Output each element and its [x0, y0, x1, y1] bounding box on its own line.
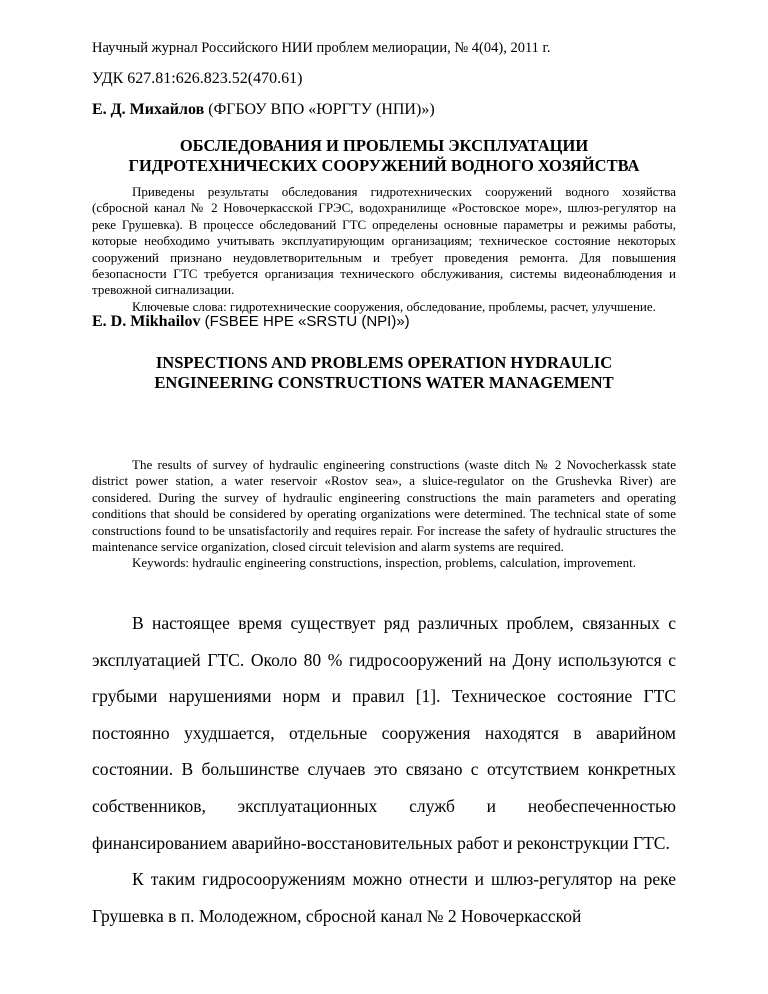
abstract-ru-text: Приведены результаты обследования гидротехнических сооружений водного хозяйства (сбросной канал № 2 Новочеркасской ГРЭС, водохранилище «Ростовское море», шлюз-регулятор на реке Грушевка). В процессе обследований ГТС определены основные параметры и режимы работы, которые необходимо учитывать эксплуатирующим организациям; техническое состояние некоторых сооружений признано неудовлетворительным и требует проведения ремонта. Для повышения безопасности ГТС требуется организация технического обслуживания, системы видеонаблюдения и тревожной сигнализации. — [92, 184, 676, 298]
title-ru-line-1: ОБСЛЕДОВАНИЯ И ПРОБЛЕМЫ ЭКСПЛУАТАЦИИ — [179, 136, 589, 155]
abstract-en-text: The results of survey of hydraulic engineering constructions (waste ditch № 2 Novocherkassk state district power station, a water reservoir «Rostov sea», a sluice-regulator on the Grushevka River) are considered. During the survey of hydraulic engineering constructions the main parameters and operating conditions that should be considered by operating organizations were determined. The technical state of some constructions found to be unsatisfactorily and requires repair. For increase the safety of hydraulic structures the maintenance service organization, closed circuit television and alarm systems are required. — [92, 457, 676, 555]
keywords-en: Keywords: hydraulic engineering constructions, inspection, problems, calculation, improvement. — [132, 555, 636, 571]
title-en — [92, 353, 676, 393]
journal-header: Научный журнал Российского НИИ проблем мелиорации, № 4(04), 2011 г. — [92, 40, 551, 56]
title-ru-line-2: ГИДРОТЕХНИЧЕСКИХ СООРУЖЕНИЙ ВОДНОГО ХОЗЯЙСТВА — [128, 156, 640, 175]
keywords-ru: Ключевые слова: гидротехнические сооружения, обследование, проблемы, расчет, улучшение. — [132, 298, 656, 314]
body-paragraph: К таким гидросооружениям можно отнести и шлюз-регулятор на реке Грушевка в п. Молодежном, сбросной канал № 2 Новочеркасской — [92, 869, 676, 926]
author-ru-name: Е. Д. Михайлов — [92, 101, 205, 118]
author-en-name: E. D. Mikhailov — [92, 313, 201, 330]
author-ru — [92, 101, 676, 119]
body-paragraph: В настоящее время существует ряд различных проблем, связанных с эксплуатацией ГТС. Около 80 % гидросооружений на Дону используются с грубыми нарушениями норм и правил [1]. Техническое состояние ГТС постоянно ухудшается, отдельные сооружения находятся в аварийном состоянии. В большинстве случаев это связано с отсутствием конкретных собственников, эксплуатационных служб и необеспеченностью финансированием аварийно-восстановительных работ и реконструкции ГТС. — [92, 613, 676, 853]
abstract-en — [92, 457, 676, 572]
title-en-line-1: INSPECTIONS AND PROBLEMS OPERATION HYDRAULIC — [155, 353, 613, 372]
author-en-affiliation: (FSBEE HPE «SRSTU (NPI)») — [200, 313, 410, 330]
title-ru — [92, 136, 676, 176]
udc-code: УДК 627.81:626.823.52(470.61) — [92, 70, 303, 87]
body-text — [92, 605, 676, 934]
author-en — [92, 313, 676, 331]
title-en-line-2: ENGINEERING CONSTRUCTIONS WATER MANAGEMENT — [154, 373, 614, 392]
author-ru-affiliation: (ФГБОУ ВПО «ЮРГТУ (НПИ)») — [204, 101, 435, 118]
abstract-ru — [92, 184, 676, 315]
